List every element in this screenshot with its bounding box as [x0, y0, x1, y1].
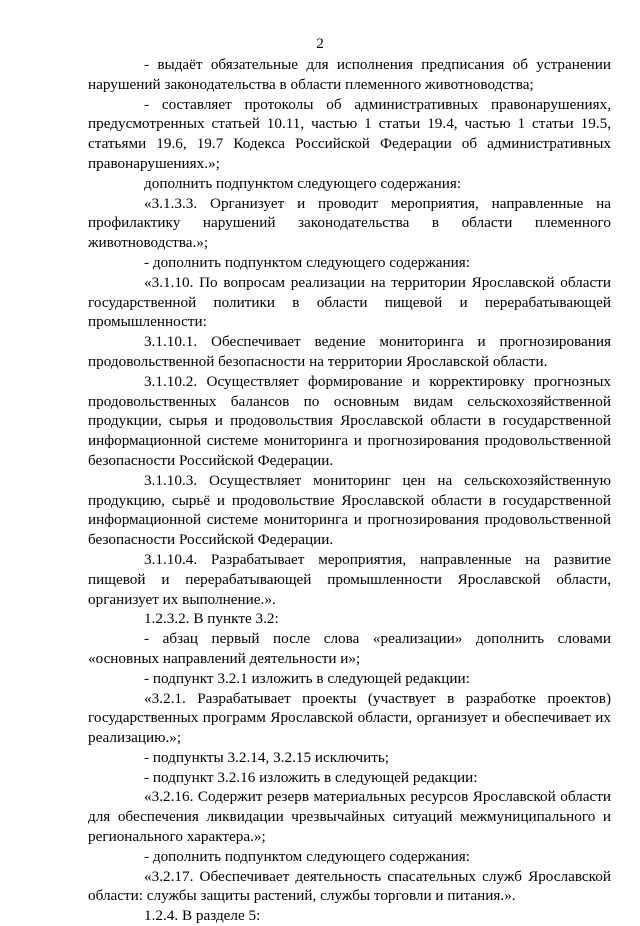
paragraph: 3.1.10.1. Обеспечивает ведение мониторинга и прогнозирования продовольственной безопасности на территории Ярославской области. — [88, 333, 611, 370]
paragraph: 3.1.10.4. Разрабатывает мероприятия, направленные на развитие пищевой и перерабатывающей промышленности Ярославской области, организует их выполнение.». — [88, 550, 611, 608]
paragraph: 1.2.4. В разделе 5: — [144, 907, 261, 925]
paragraph: «3.2.17. Обеспечивает деятельность спасательных служб Ярославской области: службы защиты растений, службы торговли и питания.». — [88, 867, 611, 905]
page-number: 2 — [316, 35, 324, 52]
paragraph: - дополнить подпунктом следующего содержания: — [144, 847, 470, 865]
paragraph: дополнить подпунктом следующего содержания: — [144, 174, 462, 192]
paragraph: «3.1.10. По вопросам реализации на территории Ярославской области государственной политики в области пищевой и перерабатывающей промышленности: — [88, 273, 611, 331]
paragraph: «3.2.1. Разрабатывает проекты (участвует в разработке проектов) государственных программ Ярославской области, организует и обеспечивает их реализацию.»; — [88, 689, 611, 747]
paragraph: - дополнить подпунктом следующего содержания: — [144, 253, 470, 271]
paragraph: «3.1.3.3. Организует и проводит мероприятия, направленные на профилактику нарушений законодательства в области племенного животноводства.»; — [88, 194, 611, 252]
paragraph: 1.2.3.2. В пункте 3.2: — [144, 610, 279, 628]
paragraph: - абзац первый после слова «реализации» дополнить словами «основных направлений деятельности и»; — [88, 630, 611, 667]
paragraph: - подпункты 3.2.14, 3.2.15 исключить; — [144, 748, 390, 766]
paragraph: - выдаёт обязательные для исполнения предписания об устранении нарушений законодательства в области племенного животноводства; — [88, 56, 611, 93]
paragraph: «3.2.16. Содержит резерв материальных ресурсов Ярославской области для обеспечения ликвидации чрезвычайных ситуаций межмуниципального и регионального характера.»; — [88, 788, 611, 846]
paragraph: - подпункт 3.2.1 изложить в следующей редакции: — [144, 669, 470, 687]
paragraph: - составляет протоколы об административных правонарушениях, предусмотренных статьей 10.11, частью 1 статьи 19.4, частью 1 статьи 19.5, статьями 19.6, 19.7 Кодекса Российской Федерации об административных правонарушениях.»; — [88, 95, 611, 172]
paragraph: - подпункт 3.2.16 изложить в следующей редакции: — [144, 768, 478, 786]
paragraph: 3.1.10.3. Осуществляет мониторинг цен на сельскохозяйственную продукцию, сырьё и продовольствие Ярославской области в государственной информационной системе мониторинга и прогнозирования продовольственной безопасности Российской Федерации. — [88, 471, 611, 549]
paragraph: 3.1.10.2. Осуществляет формирование и корректировку прогнозных продовольственных балансов по основным видам сельскохозяйственной продукции, сырья и продовольствия Ярославской области в государственной информационной системе мониторинга и прогнозирования продовольственной безопасности Российской Федерации. — [88, 372, 611, 469]
document-body — [88, 55, 611, 926]
